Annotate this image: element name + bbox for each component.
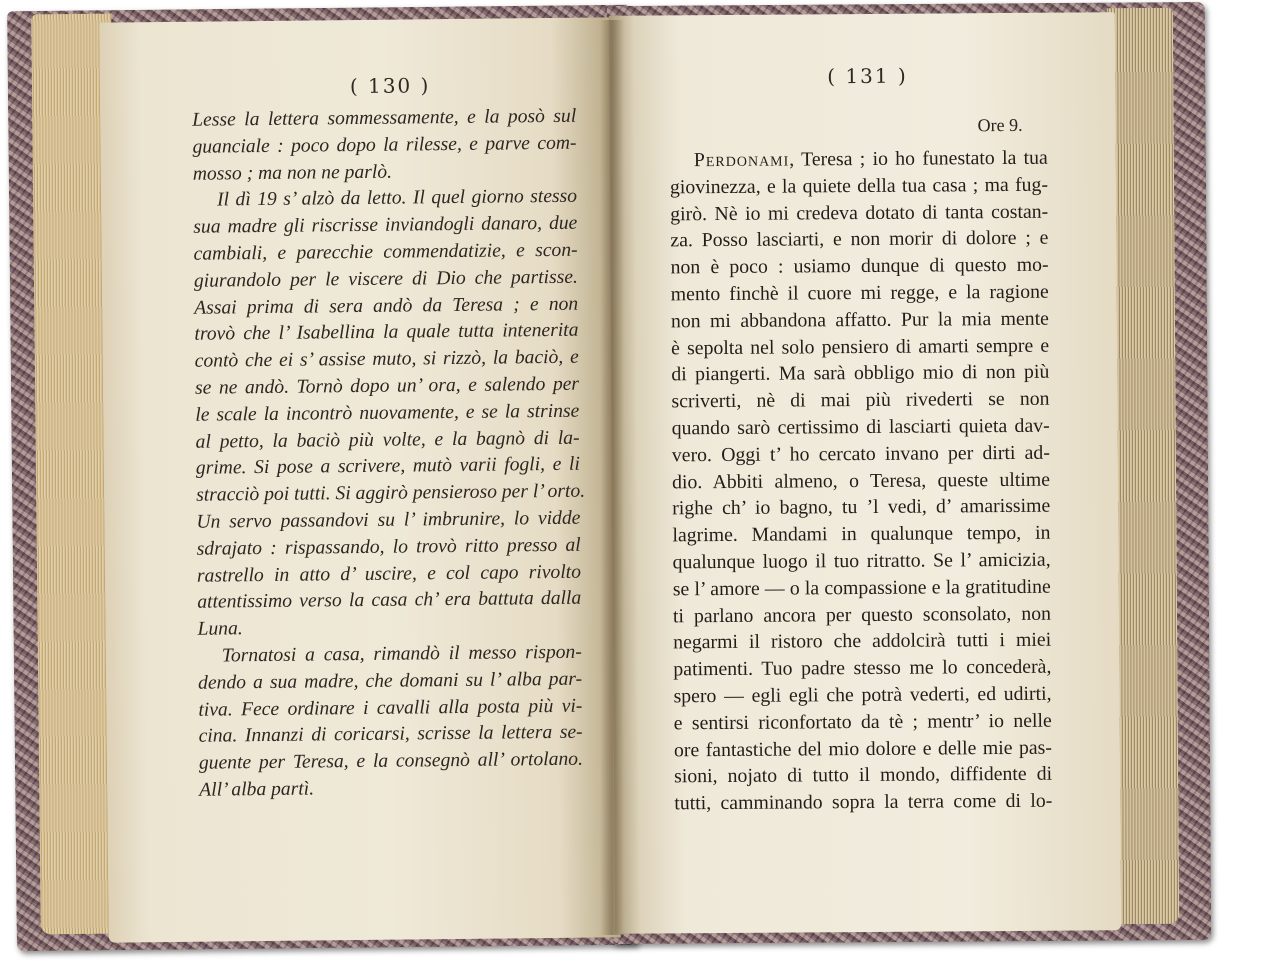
text-line: contò che ei s’ assise muto, si rizzò, la baciò, e	[194, 346, 579, 372]
text-line: stracciò poi tutti. Si aggirò pensieroso per l’ orto.	[196, 480, 586, 506]
text-line: Un servo passandovi su l’ imbrunire, lo vidde	[196, 507, 581, 533]
text-line: cambiali, e parecchie commendatizie, e scon-	[193, 239, 578, 265]
text-line: sdrajato : rispassando, lo trovò ritto presso al	[196, 534, 581, 560]
text-line: mosso ; ma non ne parlò.	[192, 161, 393, 185]
text-line: vero. Oggi t’ ho cercato invano per dirti ad-	[671, 441, 1050, 467]
text-line: giurandolo per le viscere di Dio che partisse.	[193, 266, 578, 292]
text-line: guanciale : poco dopo la rilesse, e parve com-	[192, 132, 577, 158]
text-line: non mi abbandona affatto. Pur la mia mente	[670, 307, 1050, 333]
text-line: Il dì 19 s’ alzò da letto. Il quel giorno stesso	[216, 186, 578, 211]
text-line: negarmi il ristoro che addolcirà tutti i miei	[673, 629, 1052, 654]
text-line: dendo a sua madre, che domani su l’ alba par-	[198, 668, 583, 694]
text-line: za. Posso lasciarti, e non morir di dolore ; e	[670, 227, 1049, 252]
text-line: lagrime. Mandami in qualunque tempo, in	[672, 521, 1051, 547]
text-line: Luna.	[197, 618, 243, 640]
right-page-number: ( 131 )	[827, 63, 908, 89]
text-line: e sentirsi riconfortato da tè ; mentr’ io nelle	[673, 709, 1052, 735]
text-line: tutti, camminando sopra la terra come di lo-	[674, 789, 1053, 815]
text-line: è sepolta nel solo pensiero di amarti sempre e	[671, 334, 1050, 359]
text-line: giovinezza, e la quiete della tua casa ; ma fug-	[669, 173, 1049, 199]
text-line: dio. Abbiti almeno, o Teresa, queste ultime	[671, 468, 1051, 493]
text-line: All’ alba partì.	[199, 778, 315, 801]
letter-time-note: Ore 9.	[977, 114, 1023, 136]
text-line: trovò che l’ Isabellina la quale tutta intenerita	[194, 320, 579, 346]
text-line: rastrello in atto d’ uscire, e col capo rivolto	[196, 561, 582, 587]
text-line: ti parlano ancora per questo sconsolato, non	[672, 602, 1052, 627]
text-line: sua madre gli riscrisse inviandogli danaro, due	[193, 212, 578, 238]
text-line: al petto, la baciò più volte, e la bagnò di la-	[195, 427, 580, 453]
right-page	[609, 12, 1121, 934]
text-line: quando sarò certissimo di lasciarti quieta dav-	[671, 414, 1050, 440]
text-line-rest: , Teresa ; io ho funestato la tua	[789, 146, 1048, 171]
text-line: sioni, nojato di tutto il mondo, diffidente di	[674, 763, 1053, 788]
text-line: girò. Nè io mi credeva dotato di tanta costan-	[670, 200, 1049, 225]
text-line: righe ch’ io bagno, tu ’l vedi, d’ amarissime	[672, 495, 1051, 520]
text-line: Assai prima di sera andò da Teresa ; e non	[194, 293, 579, 319]
text-line: Tornatosi a casa, rimandò il messo rispon-	[221, 641, 582, 667]
text-line: cina. Innanzi di coricarsi, scrisse la lettera se-	[198, 722, 583, 748]
text-line: guente per Teresa, e la consegnò all’ ortolano.	[198, 748, 584, 774]
text-line: patimenti. Tuo padre stesso me lo concederà,	[673, 655, 1052, 681]
left-page-number: ( 130 )	[349, 73, 431, 99]
text-line: scriverti, nè di mai più rivederti se non	[671, 387, 1050, 413]
text-line: mento finchè il cuore mi regge, e la ragione	[670, 280, 1049, 306]
text-line: qualunque luogo il tuo ritratto. Se l’ amicizia,	[672, 548, 1051, 574]
right-page-text	[670, 145, 1053, 818]
text-line: se l’ amore — o la compassione e la gratitudine	[672, 575, 1051, 601]
left-page-text	[192, 104, 586, 805]
left-page	[99, 17, 621, 942]
opening-word: Perdonami	[693, 148, 790, 172]
text-line: le scale la incontrò nuovamente, e se la strinse	[195, 400, 580, 426]
book-gutter	[600, 20, 624, 935]
text-line: grime. Si pose a scrivere, mutò varii fogli, e li	[195, 454, 580, 480]
text-line: tiva. Fece ordinare i cavalli alla posta più vi-	[198, 695, 583, 721]
text-line	[670, 145, 1048, 174]
text-line: attentissimo verso la casa ch’ era battuta dalla	[197, 588, 582, 614]
text-line: se ne andò. Tornò dopo un’ ora, e salendo per	[194, 373, 580, 399]
text-line: non è poco : usiamo dunque di questo mo-	[670, 253, 1049, 279]
text-line: spero — egli egli che potrà vederti, ed udirti,	[673, 682, 1052, 708]
text-line: Lesse la lettera sommessamente, e la posò sul	[192, 105, 577, 131]
text-line: ore fantastiche del mio dolore e delle mie pas-	[673, 736, 1052, 761]
text-line: di piangerti. Ma sarà obbligo mio di non più	[671, 361, 1050, 386]
